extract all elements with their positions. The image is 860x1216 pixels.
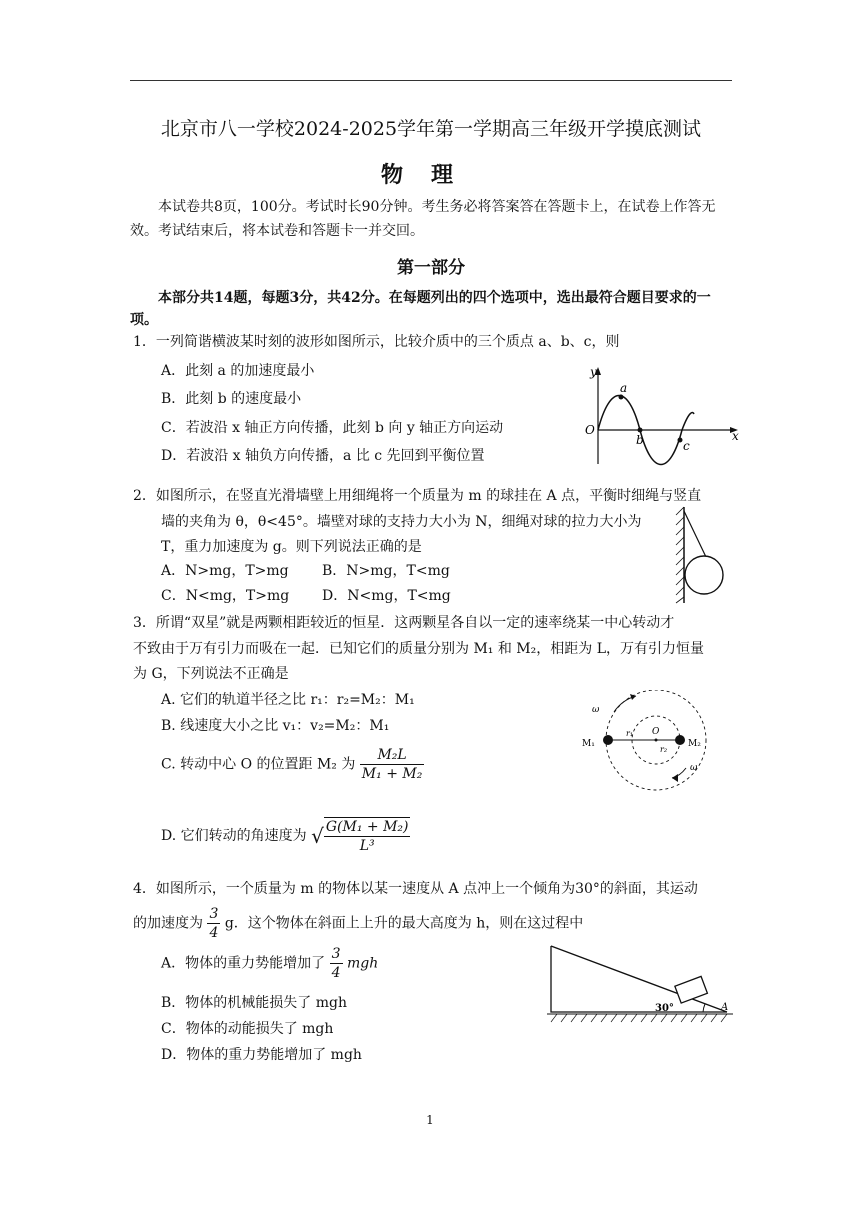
q4-fig-a: A	[721, 1002, 729, 1013]
q4-stem-numerator: 3	[209, 906, 219, 922]
q4-option-d: D．物体的重力势能增加了 mgh	[161, 1047, 362, 1063]
exam-title: 北京市八一学校2024-2025学年第一学期高三年级开学摸底测试	[160, 118, 702, 140]
q4-stem-suffix: g．这个物体在斜面上上升的最大高度为 h，则在这过程中	[224, 915, 584, 932]
q1-option-b: B．此刻 b 的速度最小	[161, 391, 302, 407]
header-rule	[130, 80, 732, 81]
q2-wall-ball-figure	[672, 505, 732, 605]
q4-incline-figure	[545, 942, 737, 1024]
q4-stem-denominator: 4	[209, 925, 219, 941]
q1-fig-o: O	[585, 423, 595, 437]
q3-binary-star-figure	[580, 690, 720, 800]
q1-option-c: C．若波沿 x 轴正方向传播，此刻 b 向 y 轴正方向运动	[161, 420, 504, 436]
q4-stem-fraction	[207, 905, 220, 942]
q3-stem-line2: 不致由于万有引力而吸在一起．已知它们的质量分别为 M₁ 和 M₂，相距为 L，万有引力恒量	[133, 641, 704, 657]
q3-option-b: B. 线速度大小之比 v₁：v₂=M₂：M₁	[161, 718, 390, 734]
q1-fig-a: a	[620, 381, 628, 395]
part-title: 第一部分	[397, 258, 465, 278]
q3-option-c-numerator: M₂L	[360, 746, 425, 765]
q3-stem-line1: 3．所谓“双星”就是两颗相距较近的恒星．这两颗星各自以一定的速率绕某一中心转动才	[133, 615, 675, 631]
q2-stem-line2: 墙的夹角为 θ，θ<45°。墙壁对球的支持力大小为 N，细绳对球的拉力大小为	[161, 514, 642, 530]
q3-option-c-fraction	[360, 746, 425, 783]
q1-stem: 1．一列简谐横波某时刻的波形如图所示，比较介质中的三个质点 a、b、c，则	[133, 334, 620, 350]
q3-fig-omega2: ω	[690, 763, 698, 773]
q4-stem-line2	[133, 905, 583, 942]
page-number: 1	[426, 1113, 434, 1127]
q3-fig-r2: r₂	[660, 745, 668, 754]
q1-fig-b: b	[636, 433, 644, 447]
q1-fig-c: c	[683, 439, 690, 453]
q1-option-d: D．若波沿 x 轴负方向传播，a 比 c 先回到平衡位置	[161, 448, 485, 464]
q3-stem-line3: 为 G，下列说法不正确是	[133, 666, 289, 682]
sqrt-icon: √	[311, 824, 324, 848]
q3-option-d-prefix: D. 它们转动的角速度为	[161, 828, 307, 844]
q3-option-d-numerator: G(M₁ + M₂)	[325, 819, 409, 835]
q3-option-d-fraction	[324, 817, 411, 855]
q4-option-c: C．物体的动能损失了 mgh	[161, 1021, 334, 1037]
q2-option-a: A．N>mg，T>mg	[161, 563, 289, 579]
q1-option-a: A．此刻 a 的加速度最小	[161, 363, 315, 379]
q2-stem-line3: T，重力加速度为 g。则下列说法正确的是	[161, 539, 422, 555]
q2-option-b: B．N>mg，T<mg	[322, 563, 450, 579]
q4-stem-line1: 4．如图所示，一个质量为 m 的物体以某一速度从 A 点冲上一个倾角为30°的斜面，其运动	[133, 881, 698, 897]
q1-wave-figure	[582, 364, 742, 468]
q3-option-c-prefix: C. 转动中心 O 的位置距 M₂ 为	[161, 756, 356, 773]
q4-option-a-prefix: A．物体的重力势能增加了	[161, 955, 326, 972]
q3-fig-m2: M₂	[688, 739, 701, 749]
q2-stem-line1: 2．如图所示，在竖直光滑墙壁上用细绳将一个质量为 m 的球挂在 A 点，平衡时细绳与竖直	[133, 488, 702, 504]
q3-option-c	[161, 746, 424, 783]
q3-fig-omega1: ω	[592, 705, 600, 715]
q3-option-d	[161, 817, 410, 855]
q3-fig-o: O	[652, 727, 660, 737]
q3-option-c-denominator: M₁ + M₂	[361, 766, 423, 782]
q3-option-a: A. 它们的轨道半径之比 r₁：r₂=M₂：M₁	[161, 692, 415, 708]
q4-option-a-denominator: 4	[331, 965, 341, 981]
q4-stem-prefix: 的加速度为	[133, 915, 203, 932]
q3-option-d-denominator: L³	[359, 838, 375, 854]
q4-option-a-numerator: 3	[331, 946, 341, 962]
part-instructions: 本部分共14题，每题3分，共42分。在每题列出的四个选项中，选出最符合题目要求的一项。	[130, 290, 711, 328]
subject-title: 物理	[380, 162, 481, 188]
q1-fig-y: y	[590, 365, 597, 379]
q4-fig-angle: 30°	[655, 1003, 674, 1014]
q4-option-b: B．物体的机械能损失了 mgh	[161, 995, 347, 1011]
q4-option-a-fraction	[330, 945, 343, 982]
q4-option-a-suffix: mgh	[346, 955, 379, 972]
q2-option-c: C．N<mg，T>mg	[161, 588, 290, 604]
q3-fig-r1: r₁	[626, 729, 634, 738]
q3-fig-m1: M₁	[582, 739, 595, 749]
q2-option-d: D．N<mg，T<mg	[322, 588, 451, 604]
exam-intro: 本试卷共8页，100分。考试时长90分钟。考生务必将答案答在答题卡上，在试卷上作答无效。考试结束后，将本试卷和答题卡一并交回。	[130, 199, 716, 239]
q1-fig-x: x	[732, 429, 739, 443]
q4-option-a	[161, 945, 378, 982]
